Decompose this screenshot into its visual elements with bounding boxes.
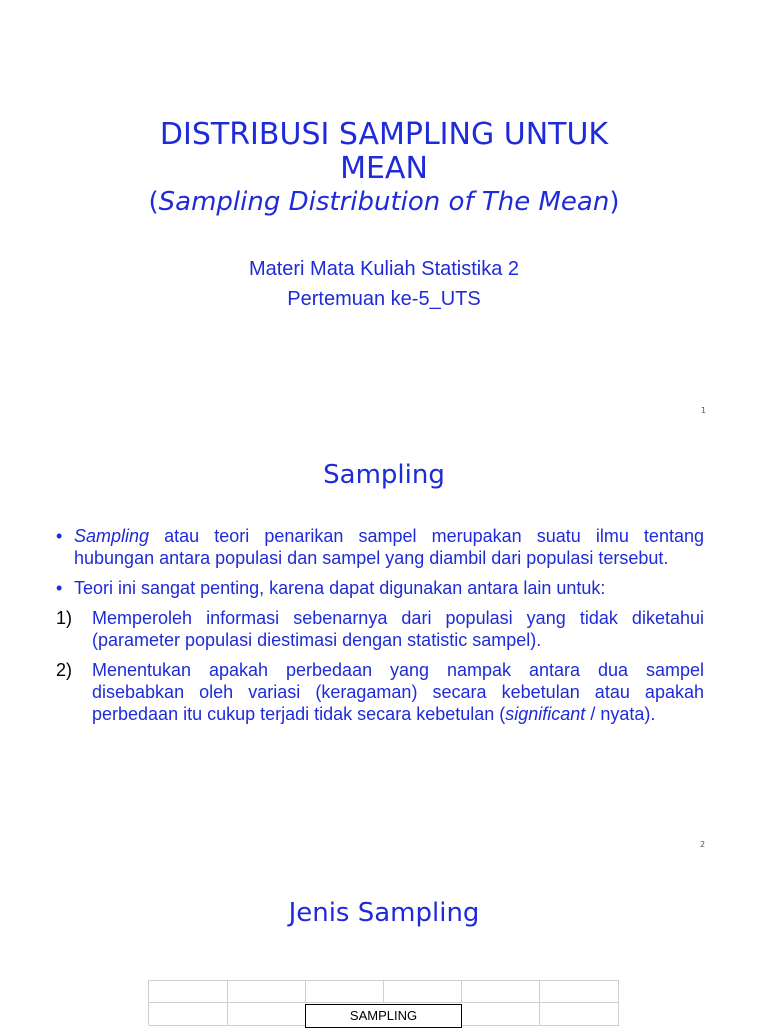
bullet2-text: Teori ini sangat penting, karena dapat digunakan antara lain untuk:	[74, 578, 606, 598]
grid-cell	[383, 981, 462, 1003]
slide1-title	[0, 118, 768, 186]
item1-number: 1)	[56, 608, 73, 628]
slide1-course-info	[0, 254, 768, 314]
item2-italic: significant	[505, 704, 586, 724]
item2-text: Menentukan apakah perbedaan yang nampak antara dua sampel disebabkan oleh variasi (keragaman) secara kebetulan atau apakah perbedaan itu cukup terjadi tidak secara kebetulan (	[92, 660, 704, 724]
bullet-item	[56, 525, 704, 569]
slide1-title-line1: DISTRIBUSI SAMPLING UNTUK	[159, 117, 609, 152]
grid-cell	[305, 981, 384, 1003]
numbered-item	[56, 659, 704, 725]
course-name: Materi Mata Kuliah Statistika 2	[248, 258, 520, 280]
slide1-subtitle	[0, 186, 768, 218]
meeting-label: Pertemuan ke-5_UTS	[287, 288, 481, 310]
grid-cell	[461, 1003, 540, 1026]
subtitle-open-paren: (	[148, 187, 159, 217]
bullet1-italic: Sampling	[74, 526, 150, 546]
numbered-item	[56, 607, 704, 651]
subtitle-close-paren: )	[609, 187, 620, 217]
grid-cell	[149, 981, 228, 1003]
item1-text: Memperoleh informasi sebenarnya dari populasi yang tidak diketahui (parameter populasi diestimasi dengan statistic sampel).	[92, 608, 704, 650]
slide2-page-number: 2	[700, 840, 706, 849]
subtitle-italic: Sampling Distribution of The Mean	[158, 187, 610, 217]
grid-cell	[227, 1003, 306, 1026]
grid-cell	[149, 1003, 228, 1026]
slide1-page-number: 1	[701, 406, 707, 415]
bullet-item	[56, 577, 704, 599]
grid-cell	[539, 1003, 619, 1026]
bullet-dot-icon: •	[56, 578, 63, 598]
slide3-title: Jenis Sampling	[288, 898, 480, 928]
item2-end: / nyata).	[585, 704, 656, 724]
slide2-title: Sampling	[323, 460, 445, 490]
grid-cell	[461, 981, 540, 1003]
slide1-title-line2: MEAN	[340, 151, 428, 186]
sampling-box: SAMPLING	[305, 1004, 462, 1028]
bullet1-text: atau teori penarikan sampel merupakan suatu ilmu tentang hubungan antara populasi dan sampel yang diambil dari populasi tersebut.	[74, 526, 704, 568]
grid-cell	[539, 981, 619, 1003]
slide2-body	[56, 525, 704, 733]
bullet-dot-icon: •	[56, 526, 63, 546]
grid-cell	[227, 981, 306, 1003]
item2-number: 2)	[56, 660, 73, 680]
